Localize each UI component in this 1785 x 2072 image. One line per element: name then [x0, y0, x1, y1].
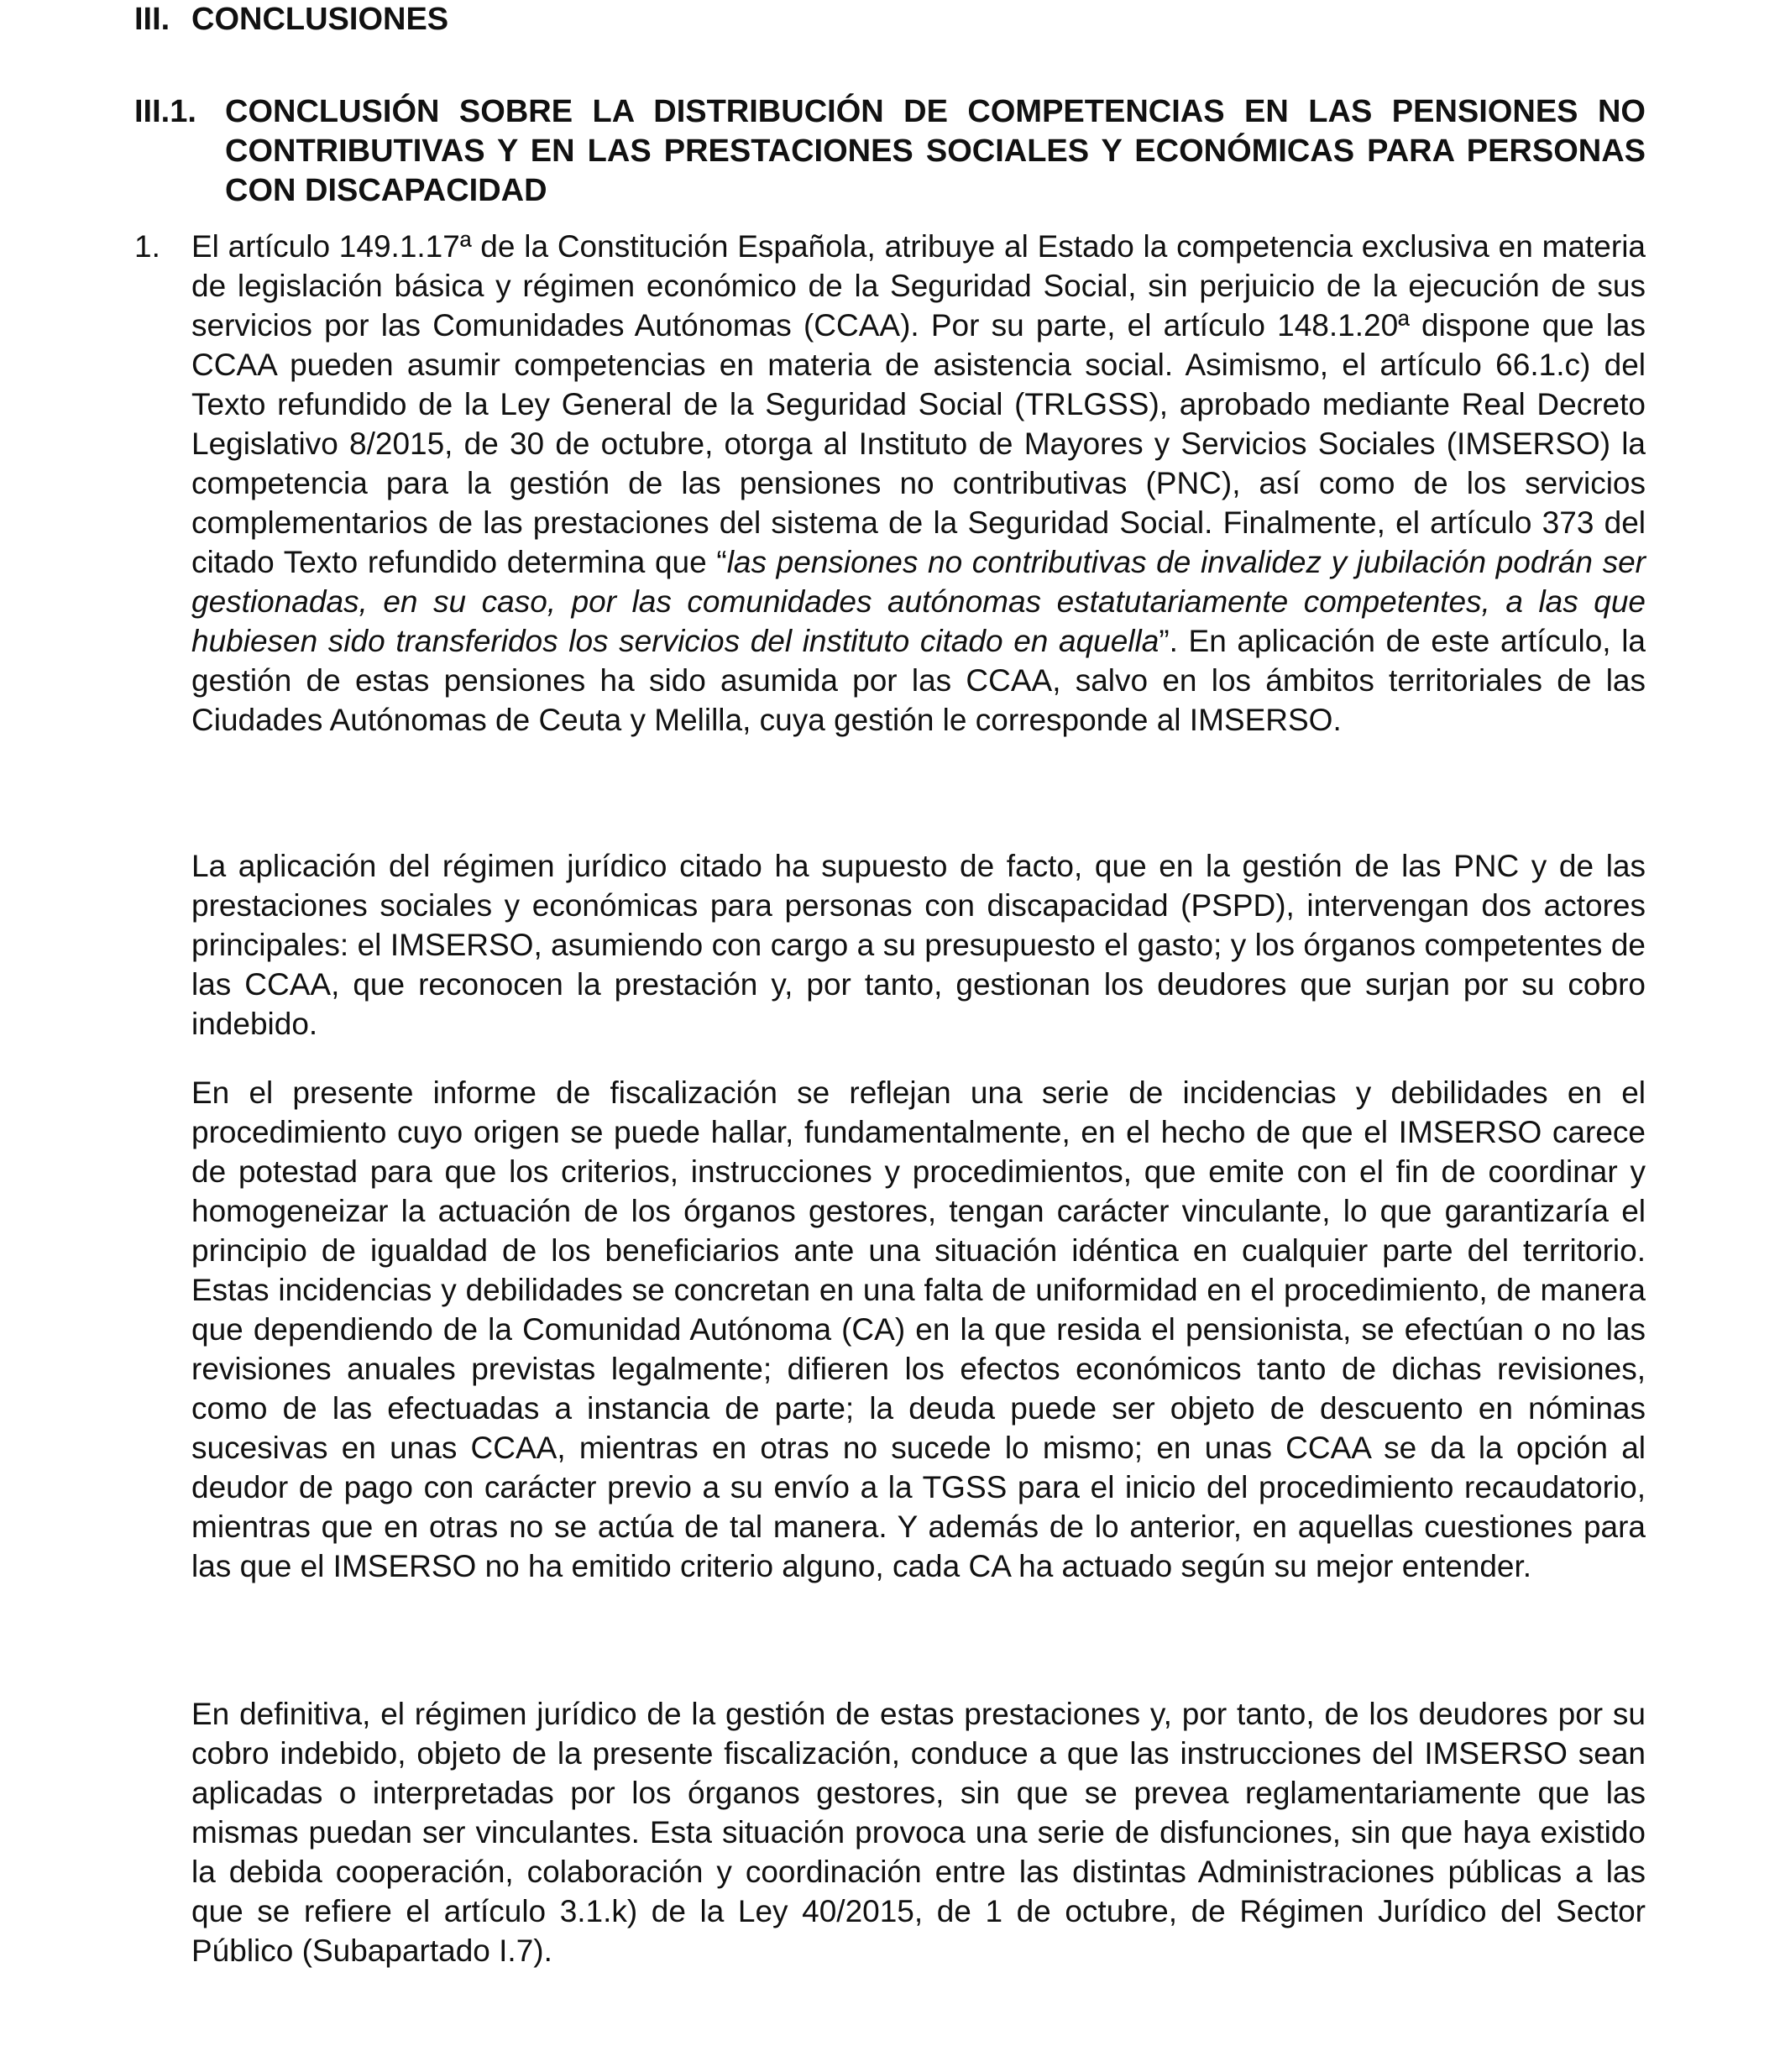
paragraph-3: [191, 1073, 1646, 1586]
section-heading: [134, 0, 448, 39]
paragraph-4-text: En definitiva, el régimen jurídico de la gestión de estas prestaciones y, por tanto, de los deudores por su cobro indebido, objeto de la presente fiscalización, conduce a que las instrucciones del IMSERSO sean aplicadas o interpretadas por los órganos gestores, sin que se prevea reglamentariamente que las mismas puedan ser vinculantes. Esta situación provoca una serie de disfunciones, sin que haya existido la debida cooperación, colaboración y coordinación entre las distintas Administraciones públicas a las que se refiere el artículo 3.1.k) de la Ley 40/2015, de 1 de octubre, de Régimen Jurídico del Sector Público (Subapartado I.7).: [191, 1697, 1646, 1968]
paragraph-1-text-b: ”. En aplicación de este artículo, la gestión de estas pensiones ha sido asumida por las CCAA, salvo en los ámbitos territoriales de las Ciudades Autónomas de Ceuta y Melilla, cuya gestión le corresponde al IMSERSO.: [191, 624, 1646, 737]
paragraph-1-quote: las pensiones no contributivas de invalidez y jubilación podrán ser gestionadas, en su caso, por las comunidades autónomas estatutariamente competentes, a las que hubiesen sido transferidos los servicios del instituto citado en aquella: [191, 545, 1646, 658]
paragraph-1-text-a: El artículo 149.1.17ª de la Constitución Española, atribuye al Estado la competencia exclusiva en materia de legislación básica y régimen económico de la Seguridad Social, sin perjuicio de la ejecución de sus servicios por las Comunidades Autónomas (CCAA). Por su parte, el artículo 148.1.20ª dispone que las CCAA pueden asumir competencias en materia de asistencia social. Asimismo, el artículo 66.1.c) del Texto refundido de la Ley General de la Seguridad Social (TRLGSS), aprobado mediante Real Decreto Legislativo 8/2015, de 30 de octubre, otorga al Instituto de Mayores y Servicios Sociales (IMSERSO) la competencia para la gestión de las pensiones no contributivas (PNC), así como de los servicios complementarios de las prestaciones del sistema de la Seguridad Social. Finalmente, el artículo 373 del citado Texto refundido determina que “: [191, 229, 1646, 579]
subsection-title: CONCLUSIÓN SOBRE LA DISTRIBUCIÓN DE COMPETENCIAS EN LAS PENSIONES NO CONTRIBUTIVAS Y EN LAS PRESTACIONES SOCIALES Y ECONÓMICAS PARA PERSONAS CON DISCAPACIDAD: [225, 94, 1646, 208]
paragraph-4: [191, 1694, 1646, 1970]
paragraph-number: 1.: [134, 229, 160, 264]
section-title: CONCLUSIONES: [191, 2, 449, 37]
subsection-number: III.1.: [134, 94, 196, 129]
paragraph-3-text: En el presente informe de fiscalización se reflejan una serie de incidencias y debilidades en el procedimiento cuyo origen se puede hallar, fundamentalmente, en el hecho de que el IMSERSO carece de potestad para que los criterios, instrucciones y procedimientos, que emite con el fin de coordinar y homogeneizar la actuación de los órganos gestores, tengan carácter vinculante, lo que garantizaría el principio de igualdad de los beneficiarios ante una situación idéntica en cualquier parte del territorio. Estas incidencias y debilidades se concretan en una falta de uniformidad en el procedimiento, de manera que dependiendo de la Comunidad Autónoma (CA) en la que resida el pensionista, se efectúan o no las revisiones anuales previstas legalmente; difieren los efectos económicos tanto de dichas revisiones, como de las efectuadas a instancia de parte; la deuda puede ser objeto de descuento en nóminas sucesivas en unas CCAA, mientras en otras no sucede lo mismo; en unas CCAA se da la opción al deudor de pago con carácter previo a su envío a la TGSS para el inicio del procedimiento recaudatorio, mientras que en otras no se actúa de tal manera. Y además de lo anterior, en aquellas cuestiones para las que el IMSERSO no ha emitido criterio alguno, cada CA ha actuado según su mejor entender.: [191, 1075, 1646, 1583]
paragraph-2-text: La aplicación del régimen jurídico citado ha supuesto de facto, que en la gestión de las PNC y de las prestaciones sociales y económicas para personas con discapacidad (PSPD), intervengan dos actores principales: el IMSERSO, asumiendo con cargo a su presupuesto el gasto; y los órganos competentes de las CCAA, que reconocen la prestación y, por tanto, gestionan los deudores que surjan por su cobro indebido.: [191, 849, 1646, 1041]
paragraph-2: [191, 846, 1646, 1044]
subsection-heading: [134, 92, 1646, 211]
paragraph-1: [191, 227, 1646, 740]
section-number: III.: [134, 2, 170, 37]
